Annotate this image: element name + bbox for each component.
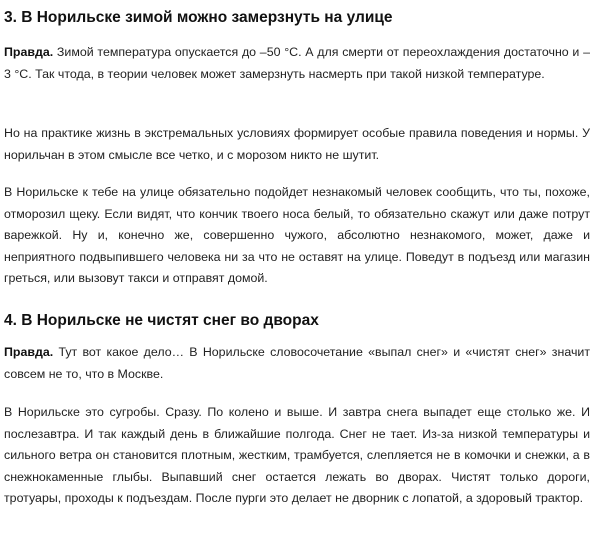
- paragraph-verdict-freeze: [4, 42, 590, 85]
- verdict-label: Правда.: [4, 345, 54, 359]
- paragraph-verdict-snow: [4, 342, 590, 385]
- paragraph-text: Тут вот какое дело… В Норильске словосочетание «выпал снег» и «чистят снег» значит совсем не то, что в Москве.: [4, 345, 590, 381]
- section-heading-norilsk-freeze: 3. В Норильске зимой можно замерзнуть на улице: [4, 9, 393, 26]
- section-heading-snow-cleaning: 4. В Норильске не чистят снег во дворах: [4, 312, 319, 329]
- paragraph-snowdrifts: В Норильске это сугробы. Сразу. По колено и выше. И завтра снега выпадет еще столько же. И послезавтра. И так каждый день в ближайшие полгода. Снег не тает. Из-за низкой температуры и сильного ветра он становится плотным, жестким, трамбуется, слепляется не в комочки и снежки, а в снежнокаменные глыбы. Выпавший снег остается лежать во дворах. Чистят только дороги, тротуары, проходы к подъездам. После пурги это делает не дворник с лопатой, а здоровый трактор.: [4, 405, 590, 505]
- paragraph-text: Зимой температура опускается до –50 °С. А для смерти от переохлаждения достаточно и –3 °С. Так чтода, в теории человек может замерзнуть насмерть при такой низкой температуре.: [4, 45, 590, 81]
- paragraph-practice: Но на практике жизнь в экстремальных условиях формирует особые правила поведения и нормы. У норильчан в этом смысле все четко, и с морозом никто не шутит.: [4, 126, 590, 162]
- paragraph-stranger-help: В Норильске к тебе на улице обязательно подойдет незнакомый человек сообщить, что ты, похоже, отморозил щеку. Если видят, что кончик твоего носа белый, то обязательно скажут или даже потрут варежкой. Ну и, конечно же, совершенно чужого, абсолютно незнакомого, может, даже и неприятного подвыпившего человека ни за что не оставят на улице. Поведут в подъезд или магазин греться, или вызовут такси и отправят домой.: [4, 185, 590, 285]
- verdict-label: Правда.: [4, 45, 54, 59]
